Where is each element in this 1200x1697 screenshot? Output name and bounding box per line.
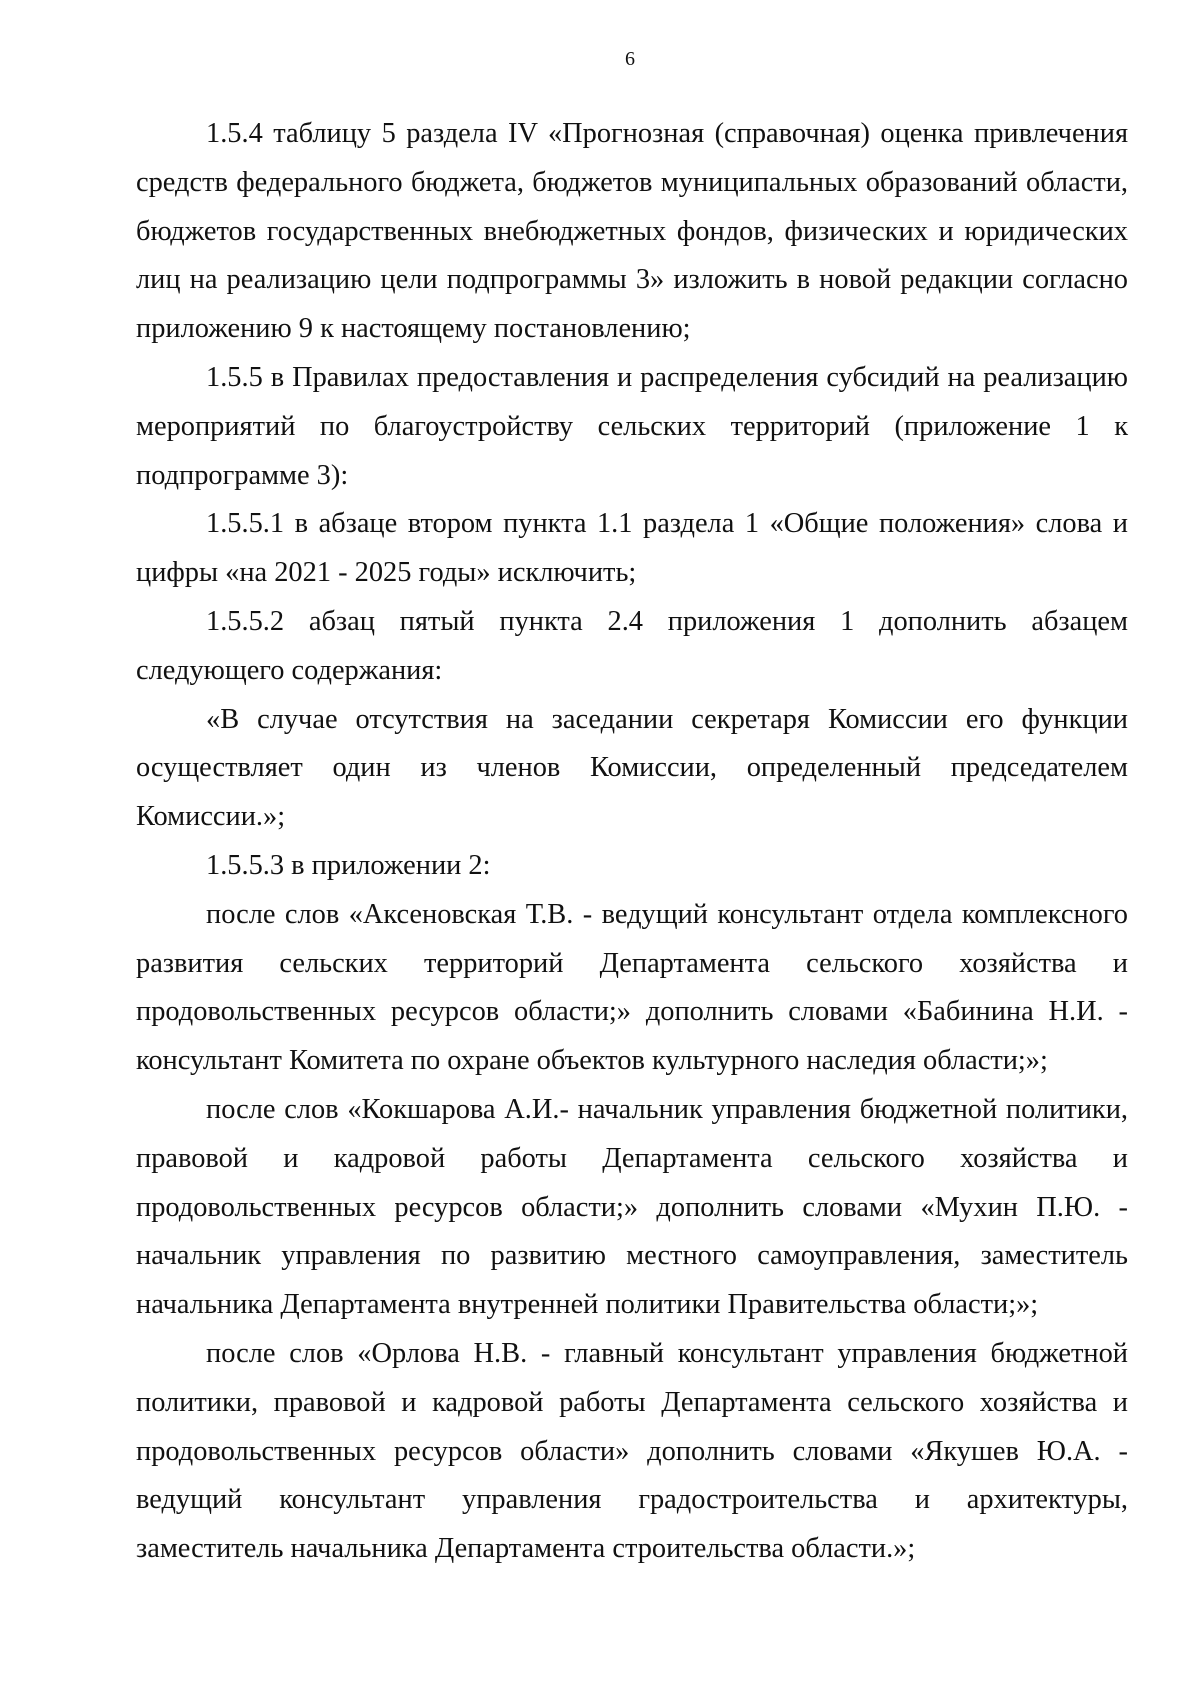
document-body (136, 110, 1128, 1574)
paragraph-quote-secretary: «В случае отсутствия на заседании секретаря Комиссии его функции осуществляет один из членов Комиссии, определенный председателем Комиссии.»; (136, 703, 1128, 833)
paragraph-1-5-5: 1.5.5 в Правилах предоставления и распределения субсидий на реализацию мероприятий по благоустройству сельских территорий (приложение 1 к подпрограмме 3): (136, 361, 1128, 491)
paragraph-1-5-5-1: 1.5.5.1 в абзаце втором пункта 1.1 раздела 1 «Общие положения» слова и цифры «на 2021 - 2025 годы» исключить; (136, 508, 1128, 589)
paragraph-aksenovskaya: после слов «Аксеновская Т.В. - ведущий консультант отдела комплексного развития сельских территорий Департамента сельского хозяйства и продовольственных ресурсов области;» дополнить словами «Бабинина Н.И. - консультант Комитета по охране объектов культурного наследия области;»; (136, 898, 1128, 1077)
page-number: 6 (625, 48, 635, 70)
paragraph-orlova: после слов «Орлова Н.В. - главный консультант управления бюджетной политики, правовой и кадровой работы Департамента сельского хозяйства и продовольственных ресурсов области» дополнить словами «Якушев Ю.А. - ведущий консультант управления градостроительства и архитектуры, заместитель начальника Департамента строительства области.»; (136, 1337, 1128, 1565)
paragraph-koksharova: после слов «Кокшарова А.И.- начальник управления бюджетной политики, правовой и кадровой работы Департамента сельского хозяйства и продовольственных ресурсов области;» дополнить словами «Мухин П.Ю. - начальник управления по развитию местного самоуправления, заместитель начальника Департамента внутренней политики Правительства области;»; (136, 1093, 1128, 1321)
paragraph-1-5-5-3: 1.5.5.3 в приложении 2: (206, 849, 491, 881)
paragraph-1-5-5-2: 1.5.5.2 абзац пятый пункта 2.4 приложения 1 дополнить абзацем следующего содержания: (136, 605, 1128, 686)
paragraph-1-5-4: 1.5.4 таблицу 5 раздела IV «Прогнозная (справочная) оценка привлечения средств федерального бюджета, бюджетов муниципальных образований области, бюджетов государственных внебюджетных фондов, физических и юридических лиц на реализацию цели подпрограммы 3» изложить в новой редакции согласно приложению 9 к настоящему постановлению; (136, 118, 1128, 345)
